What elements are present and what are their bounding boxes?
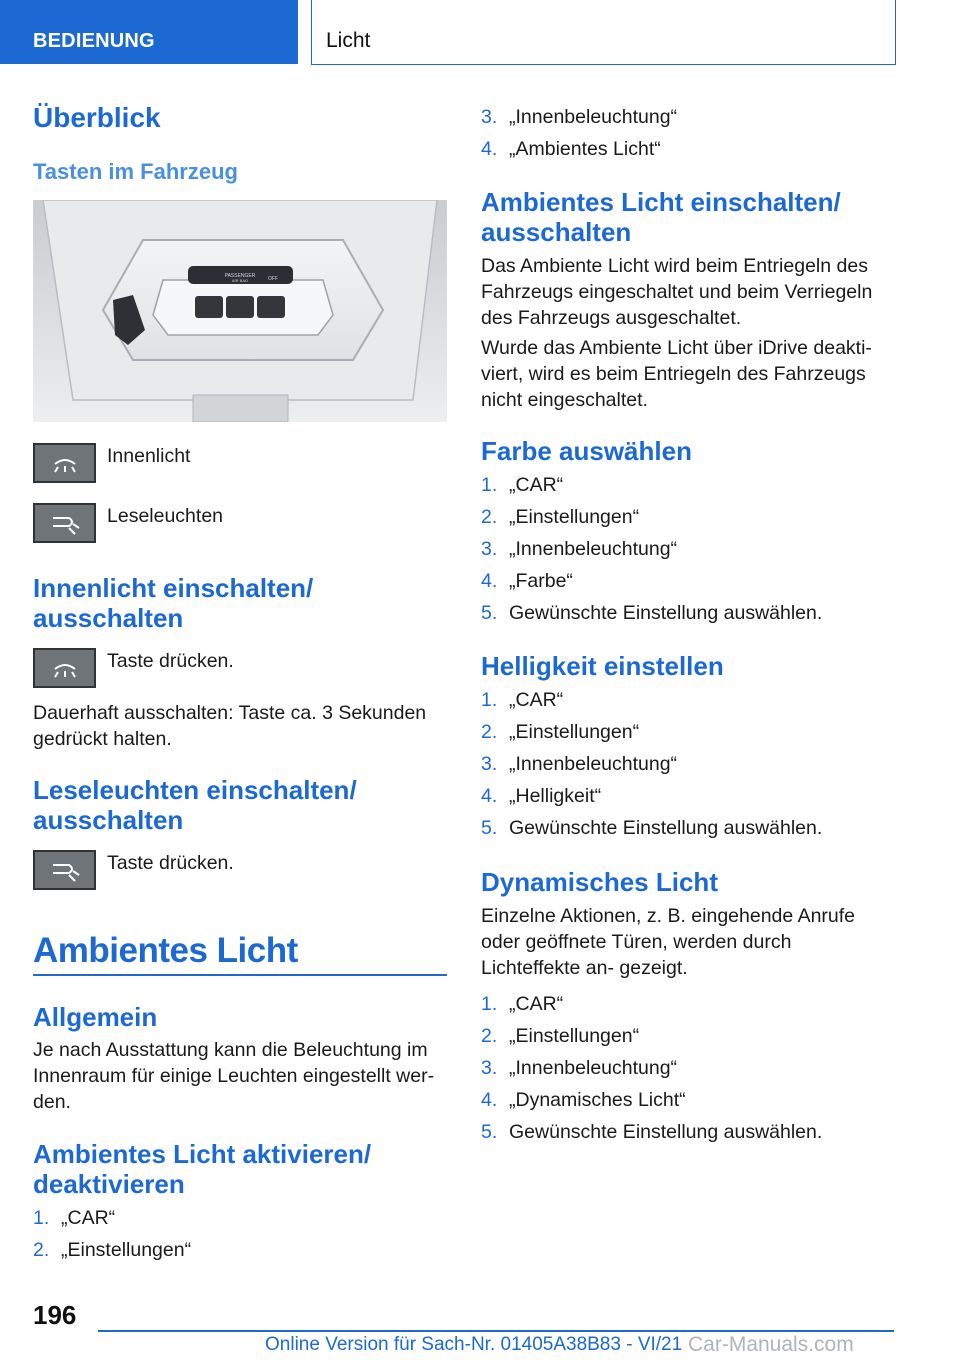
dynamic-text: Einzelne Aktionen, z. B. eingehende Anrufe oder geöffnete Türen, werden durch Lichteffekte an‐ gezeigt. bbox=[481, 905, 856, 979]
page-number: 196 bbox=[33, 1300, 77, 1330]
watermark: Car-Manuals.com bbox=[688, 1333, 854, 1356]
airbag-sublabel: AIR BAG bbox=[231, 278, 249, 283]
general-heading: Allgemein bbox=[33, 1002, 158, 1032]
chapter-title: Licht bbox=[326, 29, 371, 52]
list-item: 5. Gewünschte Einstellung auswählen. bbox=[481, 602, 823, 624]
list-item: 5. Gewünschte Einstellung auswählen. bbox=[481, 817, 823, 839]
ambient-light-heading: Ambientes Licht bbox=[33, 931, 298, 970]
list-item: 4. „Farbe“ bbox=[481, 570, 573, 592]
overhead-console-illustration bbox=[33, 200, 447, 422]
list-item: 1. „CAR“ bbox=[481, 474, 564, 496]
airbag-label: PASSENGER bbox=[224, 273, 256, 279]
list-item: 2. „Einstellungen“ bbox=[481, 1025, 640, 1047]
onoff-text-1: Das Ambiente Licht wird beim Entriegeln des Fahrzeugs eingeschaltet und beim Verriegeln des Fahrzeugs ausgeschaltet. bbox=[481, 255, 873, 329]
list-item: 1. „CAR“ bbox=[33, 1207, 116, 1229]
dynamic-steps bbox=[481, 988, 893, 1148]
legend-reading-light bbox=[33, 503, 223, 543]
interior-press-label: Taste drücken. bbox=[107, 650, 234, 672]
reading-light-icon bbox=[33, 503, 96, 543]
reading-press-label: Taste drücken. bbox=[107, 852, 234, 874]
airbag-off-label: OFF bbox=[268, 276, 278, 282]
chapter-header bbox=[311, 0, 896, 65]
list-item: 3. „Innenbeleuchtung“ bbox=[481, 538, 678, 560]
reading-light-icon bbox=[33, 850, 96, 890]
footer-rule bbox=[98, 1330, 894, 1332]
interior-light-icon bbox=[33, 648, 96, 688]
brightness-heading: Helligkeit einstellen bbox=[481, 651, 724, 681]
interior-light-heading: Innenlicht einschalten/ ausschalten bbox=[33, 573, 314, 633]
buttons-subheading: Tasten im Fahrzeug bbox=[33, 159, 238, 184]
list-item: 4. „Dynamisches Licht“ bbox=[481, 1089, 686, 1111]
list-item: 5. Gewünschte Einstellung auswählen. bbox=[481, 1121, 823, 1143]
list-item: 4. „Ambientes Licht“ bbox=[481, 138, 661, 160]
overview-heading: Überblick bbox=[33, 102, 161, 133]
section-tab bbox=[0, 0, 298, 64]
onoff-heading: Ambientes Licht einschalten/ ausschalten bbox=[481, 187, 841, 247]
list-item: 4. „Helligkeit“ bbox=[481, 785, 602, 807]
list-item: 2. „Einstellungen“ bbox=[481, 506, 640, 528]
dynamic-heading: Dynamisches Licht bbox=[481, 867, 718, 897]
activate-steps-continued bbox=[481, 101, 893, 165]
footer-version-text: Online Version für Sach-Nr. 01405A38B83 - VI/21 bbox=[265, 1334, 683, 1355]
legend-label-reading: Leseleuchten bbox=[107, 505, 224, 527]
color-heading: Farbe auswählen bbox=[481, 436, 692, 466]
general-text: Je nach Ausstattung kann die Beleuchtung im Innenraum für einige Leuchten eingestellt wer‐ den. bbox=[33, 1039, 435, 1113]
list-item: 3. „Innenbeleuchtung“ bbox=[481, 753, 678, 775]
overhead-console-photo bbox=[33, 200, 447, 422]
list-item: 2. „Einstellungen“ bbox=[33, 1239, 192, 1261]
activate-heading: Ambientes Licht aktivieren/ deaktivieren bbox=[33, 1139, 372, 1199]
interior-permanent-off-text: Dauerhaft ausschalten: Taste ca. 3 Sekunden gedrückt halten. bbox=[33, 702, 427, 750]
section-label: BEDIENUNG bbox=[33, 30, 155, 52]
interior-light-instruction bbox=[33, 648, 234, 688]
list-item: 3. „Innenbeleuchtung“ bbox=[481, 106, 678, 128]
legend-label-interior: Innenlicht bbox=[107, 445, 191, 467]
color-steps bbox=[481, 469, 893, 629]
list-item: 2. „Einstellungen“ bbox=[481, 721, 640, 743]
reading-light-instruction bbox=[33, 850, 234, 890]
reading-light-heading: Leseleuchten einschalten/ ausschalten bbox=[33, 775, 357, 835]
section-rule bbox=[33, 974, 447, 976]
list-item: 3. „Innenbeleuchtung“ bbox=[481, 1057, 678, 1079]
brightness-steps bbox=[481, 684, 893, 844]
activate-steps bbox=[33, 1202, 447, 1266]
interior-light-icon bbox=[33, 443, 96, 483]
onoff-text-2: Wurde das Ambiente Licht über iDrive deakti‐ viert, wird es beim Entriegeln des Fahrzeugs nicht eingeschaltet. bbox=[481, 337, 872, 411]
list-item: 1. „CAR“ bbox=[481, 689, 564, 711]
legend-interior-light bbox=[33, 443, 190, 483]
list-item: 1. „CAR“ bbox=[481, 993, 564, 1015]
